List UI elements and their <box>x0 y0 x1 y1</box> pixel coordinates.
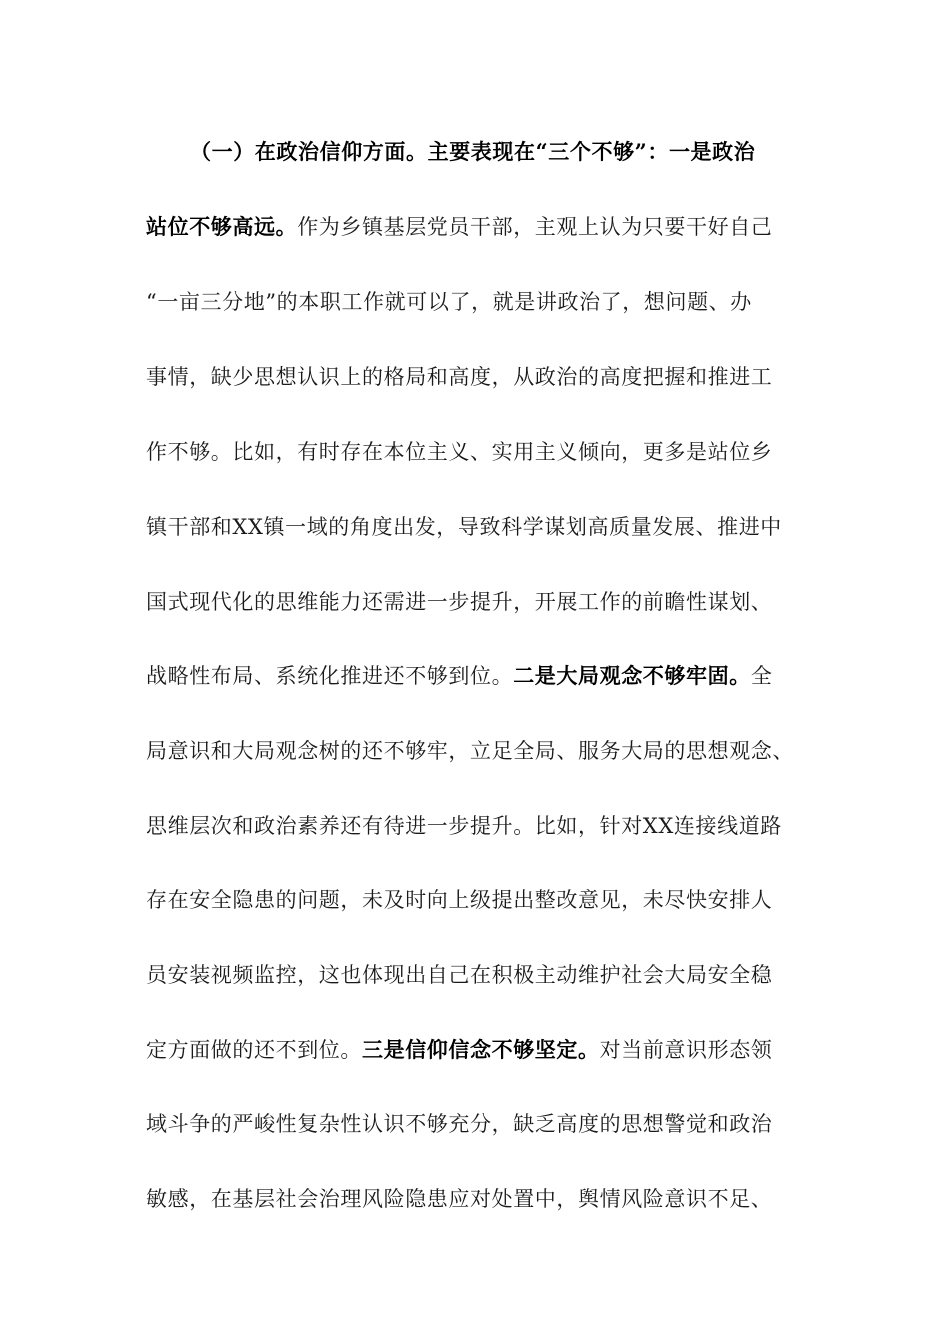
paragraph-line <box>146 512 806 542</box>
body-text: 国式现代化的思维能力还需进一步提升，开展工作的前瞻性谋划、 <box>146 590 773 614</box>
paragraph-line <box>146 1035 806 1065</box>
body-text: 存在安全隐患的问题，未及时向上级提出整改意见，未尽快安排人 <box>146 888 773 912</box>
paragraph-line <box>146 811 806 841</box>
body-text: 全 <box>750 664 773 688</box>
body-text: 员安装视频监控，这也体现出自己在积极主动维护社会大局安全稳 <box>146 963 773 987</box>
paragraph-line <box>146 287 806 317</box>
body-text: 事情，缺少思想认识上的格局和高度，从政治的高度把握和推进工 <box>146 365 773 389</box>
paragraph-line <box>146 960 806 990</box>
bold-text: （一）在政治信仰方面。主要表现在“三个不够”：一是政治 <box>190 139 756 164</box>
body-text: “一亩三分地”的本职工作就可以了，就是讲政治了，想问题、办 <box>146 290 752 314</box>
paragraph-line <box>146 437 806 467</box>
body-text: 敏感，在基层社会治理风险隐患应对处置中，舆情风险意识不足、 <box>146 1187 773 1211</box>
paragraph-line <box>146 587 806 617</box>
bold-text: 三是信仰信念不够坚定。 <box>362 1037 600 1062</box>
paragraph-line <box>146 1184 806 1214</box>
paragraph-line <box>146 661 806 691</box>
bold-text: 二是大局观念不够牢固。 <box>513 663 751 688</box>
body-text: 域斗争的严峻性复杂性认识不够充分，缺乏高度的思想警觉和政治 <box>146 1112 773 1136</box>
paragraph-line <box>146 212 806 242</box>
body-text: 思维层次和政治素养还有待进一步提升。比如，针对XX连接线道路 <box>146 814 782 838</box>
body-text: 定方面做的还不到位。 <box>146 1038 362 1062</box>
body-text: 作为乡镇基层党员干部，主观上认为只要干好自己 <box>297 215 773 239</box>
paragraph-line <box>190 137 850 167</box>
body-text: 战略性布局、系统化推进还不够到位。 <box>146 664 514 688</box>
paragraph-line <box>146 362 806 392</box>
paragraph-line <box>146 885 806 915</box>
bold-text: 站位不够高远。 <box>146 214 298 239</box>
body-text: 镇干部和XX镇一域的角度出发，导致科学谋划高质量发展、推进中 <box>146 515 782 539</box>
body-text: 作不够。比如，有时存在本位主义、实用主义倾向，更多是站位乡 <box>146 440 773 464</box>
paragraph-line <box>146 1109 806 1139</box>
body-text: 局意识和大局观念树的还不够牢，立足全局、服务大局的思想观念、 <box>146 739 794 763</box>
body-text: 对当前意识形态领 <box>599 1038 773 1062</box>
paragraph-line <box>146 736 806 766</box>
